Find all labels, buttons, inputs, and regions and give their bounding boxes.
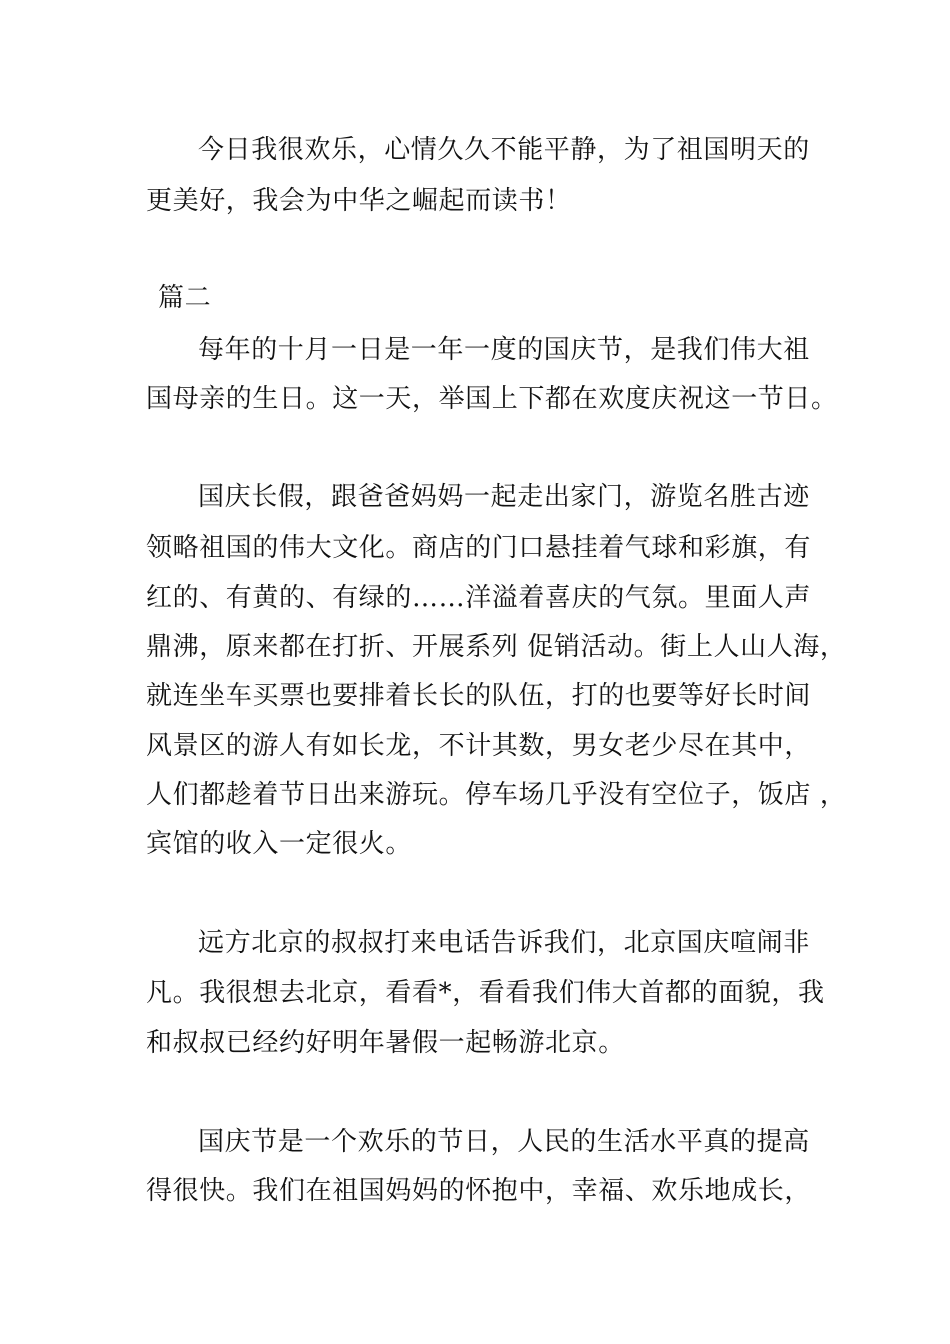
text-line: 宾馆的收入一定很火。 bbox=[146, 829, 413, 859]
text-line: 远方北京的叔叔打来电话告诉我们，北京国庆喧闹非 bbox=[198, 928, 810, 958]
text-line: 更美好，我会为中华之崛起而读书！ bbox=[146, 186, 572, 216]
text-line: 国庆长假，跟爸爸妈妈一起走出家门，游览名胜古迹 bbox=[198, 482, 810, 512]
text-line: 得很快。我们在祖国妈妈的怀抱中，幸福、欢乐地成长， bbox=[146, 1176, 812, 1206]
text-line: 国庆节是一个欢乐的节日，人民的生活水平真的提高 bbox=[198, 1127, 810, 1157]
text-line: 凡。我很想去北京，看看*，看看我们伟大首都的面貌，我 bbox=[146, 978, 825, 1008]
section-heading: 篇二 bbox=[158, 283, 212, 313]
text-line: 鼎沸，原来都在打折、开展系列 促销活动。街上人山人海， bbox=[146, 632, 847, 662]
text-line: 红的、有黄的、有绿的……洋溢着喜庆的气氛。里面人声 bbox=[146, 583, 812, 613]
text-line: 和叔叔已经约好明年暑假一起畅游北京。 bbox=[146, 1028, 625, 1058]
text-line: 领略祖国的伟大文化。商店的门口悬挂着气球和彩旗，有 bbox=[146, 533, 812, 563]
text-line: 国母亲的生日。这一天，举国上下都在欢度庆祝这一节日。 bbox=[146, 384, 838, 414]
text-line: 今日我很欢乐，心情久久不能平静，为了祖国明天的 bbox=[198, 135, 810, 165]
text-line: 人们都趁着节日出来游玩。停车场几乎没有空位子，饭店 ， bbox=[146, 780, 847, 810]
text-line: 风景区的游人有如长龙，不计其数，男女老少尽在其中， bbox=[146, 731, 812, 761]
text-line: 每年的十月一日是一年一度的国庆节，是我们伟大祖 bbox=[198, 335, 810, 365]
text-line: 就连坐车买票也要排着长长的队伍，打的也要等好长时间 bbox=[146, 681, 812, 711]
